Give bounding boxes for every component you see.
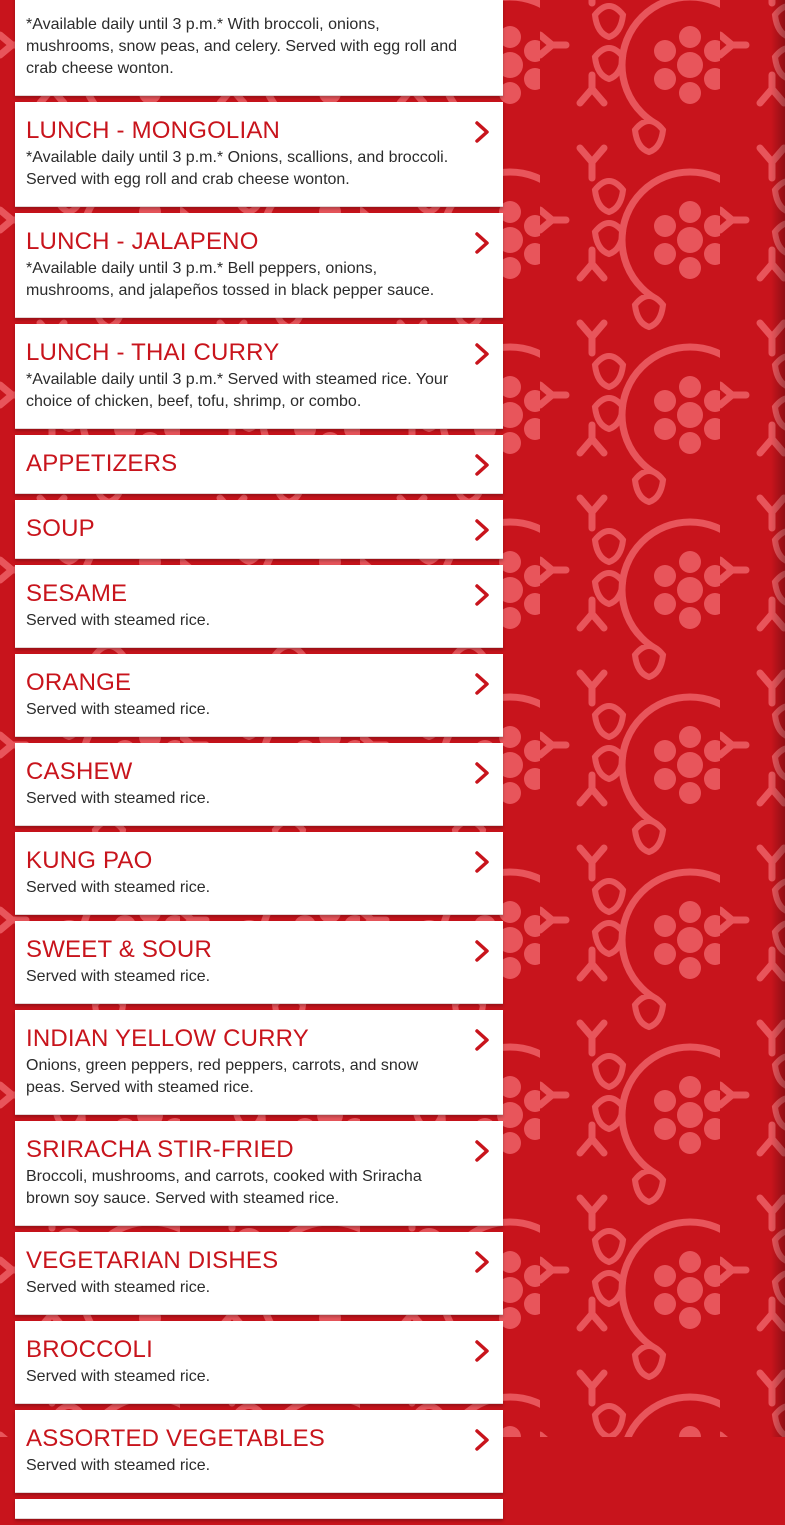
chevron-right-icon — [474, 232, 490, 254]
menu-card-title: SWEET & SOUR — [26, 936, 212, 963]
menu-card[interactable] — [15, 832, 503, 915]
menu-card[interactable] — [15, 921, 503, 1004]
chevron-right-icon — [474, 121, 490, 143]
menu-list — [15, 0, 503, 1525]
menu-card[interactable] — [15, 435, 503, 494]
chevron-right-icon — [474, 1251, 490, 1273]
edge-shadow — [771, 0, 785, 1437]
chevron-right-icon — [474, 1029, 490, 1051]
chevron-right-icon — [474, 454, 490, 476]
menu-card-title: INDIAN YELLOW CURRY — [26, 1025, 309, 1052]
menu-card-description: Served with steamed rice. — [26, 701, 211, 718]
chevron-right-icon — [474, 343, 490, 365]
menu-card[interactable] — [15, 213, 503, 318]
menu-card-title: ASSORTED VEGETABLES — [26, 1425, 326, 1452]
menu-card-description: Served with steamed rice. — [26, 1279, 211, 1296]
menu-card[interactable] — [15, 1010, 503, 1115]
chevron-right-icon — [474, 1429, 490, 1451]
chevron-right-icon — [474, 1340, 490, 1362]
menu-card-title: BROCCOLI — [26, 1336, 153, 1363]
menu-card[interactable] — [15, 1232, 503, 1315]
menu-card-title: LUNCH - JALAPENO — [26, 228, 259, 255]
menu-card[interactable] — [15, 0, 503, 96]
menu-card-description: *Available daily until 3 p.m.* Bell peppers, onions, mushrooms, and jalapeños tossed in black pepper sauce. — [26, 260, 435, 299]
menu-card[interactable] — [15, 324, 503, 429]
chevron-right-icon — [474, 584, 490, 606]
menu-card-title: LUNCH - THAI CURRY — [26, 339, 280, 366]
menu-card-title: SESAME — [26, 580, 128, 607]
menu-card-title: APPETIZERS — [26, 450, 178, 477]
menu-card-description: Served with steamed rice. — [26, 879, 211, 896]
menu-card-title: VEGETARIAN DISHES — [26, 1247, 279, 1274]
menu-card[interactable] — [15, 500, 503, 559]
menu-card-description: Onions, green peppers, red peppers, carrots, and snow peas. Served with steamed rice. — [26, 1057, 419, 1096]
menu-card-title: ORANGE — [26, 669, 132, 696]
menu-card-description: Served with steamed rice. — [26, 1368, 211, 1385]
menu-card-title: LUNCH - MONGOLIAN — [26, 117, 281, 144]
menu-card-description: *Available daily until 3 p.m.* Onions, scallions, and broccoli. Served with egg roll and crab cheese wonton. — [26, 149, 449, 188]
menu-card[interactable] — [15, 1321, 503, 1404]
chevron-right-icon — [474, 940, 490, 962]
menu-card-description: Served with steamed rice. — [26, 790, 211, 807]
chevron-right-icon — [474, 851, 490, 873]
menu-card-description: Served with steamed rice. — [26, 1457, 211, 1474]
menu-card[interactable] — [15, 1410, 503, 1493]
menu-card[interactable] — [15, 1121, 503, 1226]
menu-card[interactable] — [15, 565, 503, 648]
menu-card[interactable] — [15, 1499, 503, 1519]
menu-card-title: CASHEW — [26, 758, 133, 785]
menu-card[interactable] — [15, 102, 503, 207]
menu-card-description: Served with steamed rice. — [26, 968, 211, 985]
menu-card-description: *Available daily until 3 p.m.* With broccoli, onions, mushrooms, snow peas, and celery. Served with egg roll and crab cheese wonton. — [26, 16, 458, 77]
menu-card[interactable] — [15, 743, 503, 826]
menu-card-title: SRIRACHA STIR-FRIED — [26, 1136, 294, 1163]
menu-card-description: Broccoli, mushrooms, and carrots, cooked with Sriracha brown soy sauce. Served with steamed rice. — [26, 1168, 422, 1207]
chevron-right-icon — [474, 762, 490, 784]
menu-card-title: KUNG PAO — [26, 847, 153, 874]
menu-card[interactable] — [15, 654, 503, 737]
menu-card-title: SOUP — [26, 515, 95, 542]
chevron-right-icon — [474, 673, 490, 695]
chevron-right-icon — [474, 519, 490, 541]
menu-card-description: *Available daily until 3 p.m.* Served with steamed rice. Your choice of chicken, beef, tofu, shrimp, or combo. — [26, 371, 449, 410]
chevron-right-icon — [474, 1140, 490, 1162]
menu-card-description: Served with steamed rice. — [26, 612, 211, 629]
